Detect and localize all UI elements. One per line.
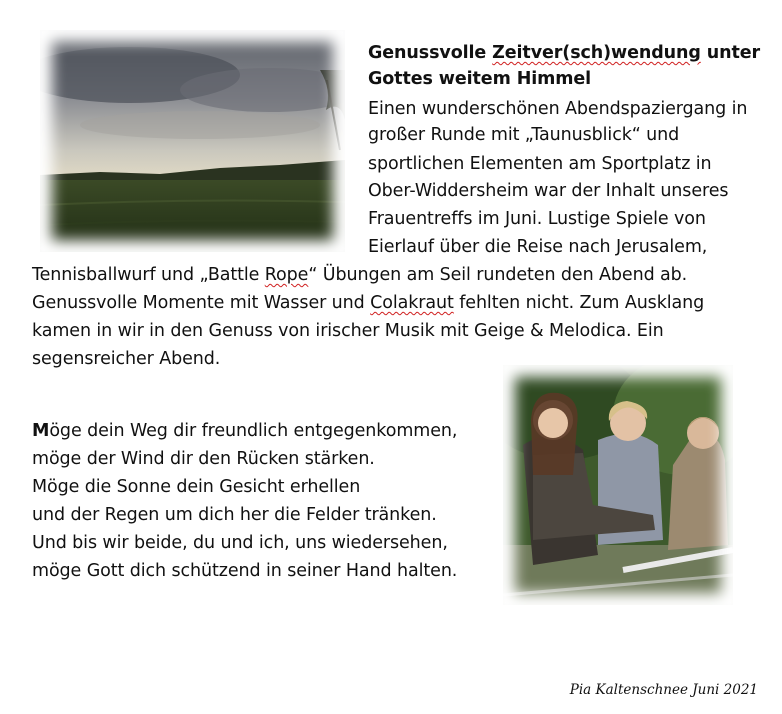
landscape-photo [40,30,345,252]
blessing-line: möge Gott dich schützend in seiner Hand halten. [32,561,458,581]
blessing-line: möge der Wind dir den Rücken stärken. [32,449,375,469]
body-text: “ Übungen am Seil rundeten den Abend ab. [308,265,688,285]
body-line: segensreicher Abend. [32,349,221,369]
blessing-initial: M [32,421,50,441]
body-line: Eierlauf über die Reise nach Jerusalem, [368,237,708,257]
signature: Pia Kaltenschnee Juni 2021 [569,682,758,698]
blessing-text: öge dein Weg dir freundlich entgegenkommen, [49,421,458,441]
body-line: großer Runde mit „Taunusblick“ und [368,125,680,145]
body-line: Ober-Widdersheim war der Inhalt unseres [368,181,729,201]
blessing-line: Und bis wir beide, du und ich, uns wiedersehen, [32,533,448,553]
misspelled-word: Colakraut [370,293,454,313]
title-text: Genussvolle [368,43,493,63]
body-line: Einen wunderschönen Abendspaziergang in [368,99,748,119]
body-line: sportlichen Elementen am Sportplatz in [368,154,712,174]
blessing-line: Möge die Sonne dein Gesicht erhellen [32,477,361,497]
article-title-line-1 [368,40,760,66]
title-text: unter [700,43,761,63]
women-exercise-photo [503,365,733,605]
body-text: Tennisballwurf und „Battle [32,265,265,285]
body-text: fehlten nicht. Zum Ausklang [453,293,705,313]
body-line: kamen in wir in den Genuss von irischer Musik mit Geige & Melodica. Ein [32,321,664,341]
body-line [32,290,704,316]
women-image [503,365,733,605]
body-text: Genussvolle Momente mit Wasser und [32,293,371,313]
article-title-line-2: Gottes weitem Himmel [368,69,592,89]
landscape-image [40,30,345,252]
blessing-line: und der Regen um dich her die Felder tränken. [32,505,437,525]
title-misspelled-word: Zeitver(sch)wendung [492,43,701,63]
body-line: Frauentreffs im Juni. Lustige Spiele von [368,209,706,229]
body-line [32,262,687,288]
blessing-line [32,418,457,444]
misspelled-word: Rope [264,265,309,285]
